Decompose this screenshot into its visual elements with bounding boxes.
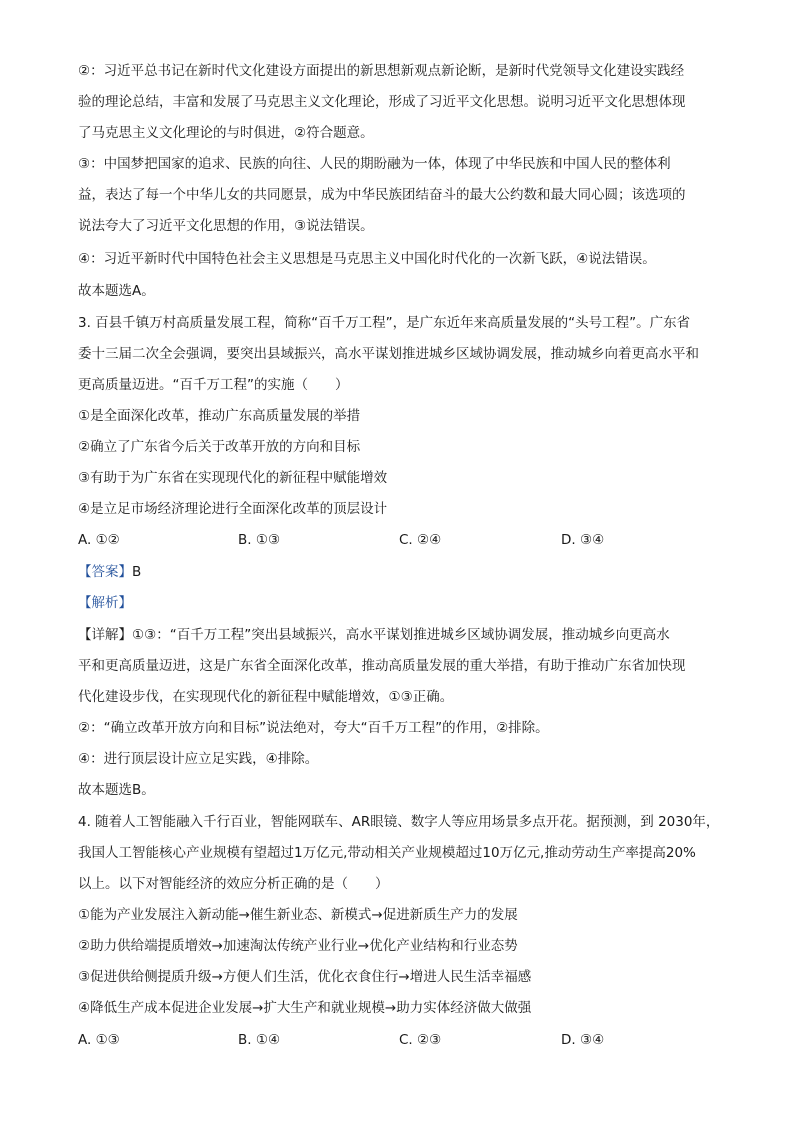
question-4-stem: 我国人工智能核心产业规模有望超过1万亿元,带动相关产业规模超过10万亿元,推动劳动生产率提高20% bbox=[78, 845, 696, 861]
question-3-option-b: B. ①③ bbox=[238, 532, 281, 548]
text-line: 验的理论总结，丰富和发展了马克思主义文化理论，形成了习近平文化思想。说明习近平文化思想体现 bbox=[78, 94, 686, 110]
detail-line: ②：“确立改革开放方向和目标”说法绝对，夸大“百千万工程”的作用，②排除。 bbox=[78, 720, 549, 736]
detail-line: 平和更高质量迈进，这是广东省全面深化改革，推动高质量发展的重大举措，有助于推动广东省加快现 bbox=[78, 658, 686, 674]
answer-label: 【答案】 bbox=[78, 564, 132, 580]
question-4-statement: ③促进供给侧提质升级→方便人们生活，优化衣食住行→增进人民生活幸福感 bbox=[78, 969, 532, 985]
text-line: ②：习近平总书记在新时代文化建设方面提出的新思想新观点新论断，是新时代党领导文化建设实践经 bbox=[78, 63, 685, 79]
question-4-option-a: A. ①③ bbox=[78, 1032, 120, 1048]
question-3-statement: ④是立足市场经济理论进行全面深化改革的顶层设计 bbox=[78, 501, 388, 517]
question-3-statement: ③有助于为广东省在实现现代化的新征程中赋能增效 bbox=[78, 470, 388, 486]
question-3-stem: 更高质量迈进。“百千万工程”的实施（ ） bbox=[78, 377, 349, 393]
text-line: 说法夸大了习近平文化思想的作用，③说法错误。 bbox=[78, 218, 374, 234]
question-3-option-a: A. ①② bbox=[78, 532, 120, 548]
question-4-option-c: C. ②③ bbox=[399, 1032, 442, 1048]
question-4-stem: 以上。以下对智能经济的效应分析正确的是（ ） bbox=[78, 876, 389, 892]
question-3-statement: ①是全面深化改革，推动广东高质量发展的举措 bbox=[78, 408, 361, 424]
analysis-label: 【解析】 bbox=[78, 595, 132, 611]
text-line: ③：中国梦把国家的追求、民族的向往、人民的期盼融为一体，体现了中华民族和中国人民的整体利 bbox=[78, 156, 671, 172]
question-4-statement: ①能为产业发展注入新动能→催生新业态、新模式→促进新质生产力的发展 bbox=[78, 907, 518, 923]
detail-label: 【详解】 bbox=[78, 627, 132, 643]
text-line: ④：习近平新时代中国特色社会主义思想是马克思主义中国化时代化的一次新飞跃，④说法错误。 bbox=[78, 251, 656, 267]
question-4-option-d: D. ③④ bbox=[561, 1032, 605, 1048]
detail-text: ①③：“百千万工程”突出县域振兴，高水平谋划推进城乡区域协调发展，推动城乡向更高水 bbox=[132, 627, 670, 643]
question-3-option-c: C. ②④ bbox=[399, 532, 442, 548]
question-4-statement: ④降低生产成本促进企业发展→扩大生产和就业规模→助力实体经济做大做强 bbox=[78, 1000, 532, 1016]
answer-line bbox=[78, 562, 141, 582]
question-4-stem: 4. 随着人工智能融入千行百业，智能网联车、AR眼镜、数字人等应用场景多点开花。据预测，到 2030年， bbox=[78, 814, 720, 830]
text-line: 益，表达了每一个中华儿女的共同愿景，成为中华民族团结奋斗的最大公约数和最大同心圆；该选项的 bbox=[78, 187, 686, 203]
question-3-option-d: D. ③④ bbox=[561, 532, 605, 548]
detail-line: 代化建设步伐，在实现现代化的新征程中赋能增效，①③正确。 bbox=[78, 689, 454, 705]
text-line: 了马克思主义文化理论的与时俱进，②符合题意。 bbox=[78, 125, 374, 141]
detail-line bbox=[78, 625, 670, 645]
question-3-statement: ②确立了广东省今后关于改革开放的方向和目标 bbox=[78, 439, 361, 455]
question-4-option-b: B. ①④ bbox=[238, 1032, 281, 1048]
detail-line: ④：进行顶层设计应立足实践，④排除。 bbox=[78, 751, 319, 767]
detail-line: 故本题选B。 bbox=[78, 782, 155, 798]
question-3-stem: 委十三届二次全会强调，要突出县域振兴，高水平谋划推进城乡区域协调发展，推动城乡向着更高水平和 bbox=[78, 346, 699, 362]
answer-value: B bbox=[132, 564, 142, 580]
question-3-stem: 3. 百县千镇万村高质量发展工程，简称“百千万工程”，是广东近年来高质量发展的“头号工程”。广东省 bbox=[78, 315, 691, 331]
analysis-line bbox=[78, 593, 132, 613]
question-4-statement: ②助力供给端提质增效→加速淘汰传统产业行业→优化产业结构和行业态势 bbox=[78, 938, 518, 954]
text-line: 故本题选A。 bbox=[78, 283, 155, 299]
